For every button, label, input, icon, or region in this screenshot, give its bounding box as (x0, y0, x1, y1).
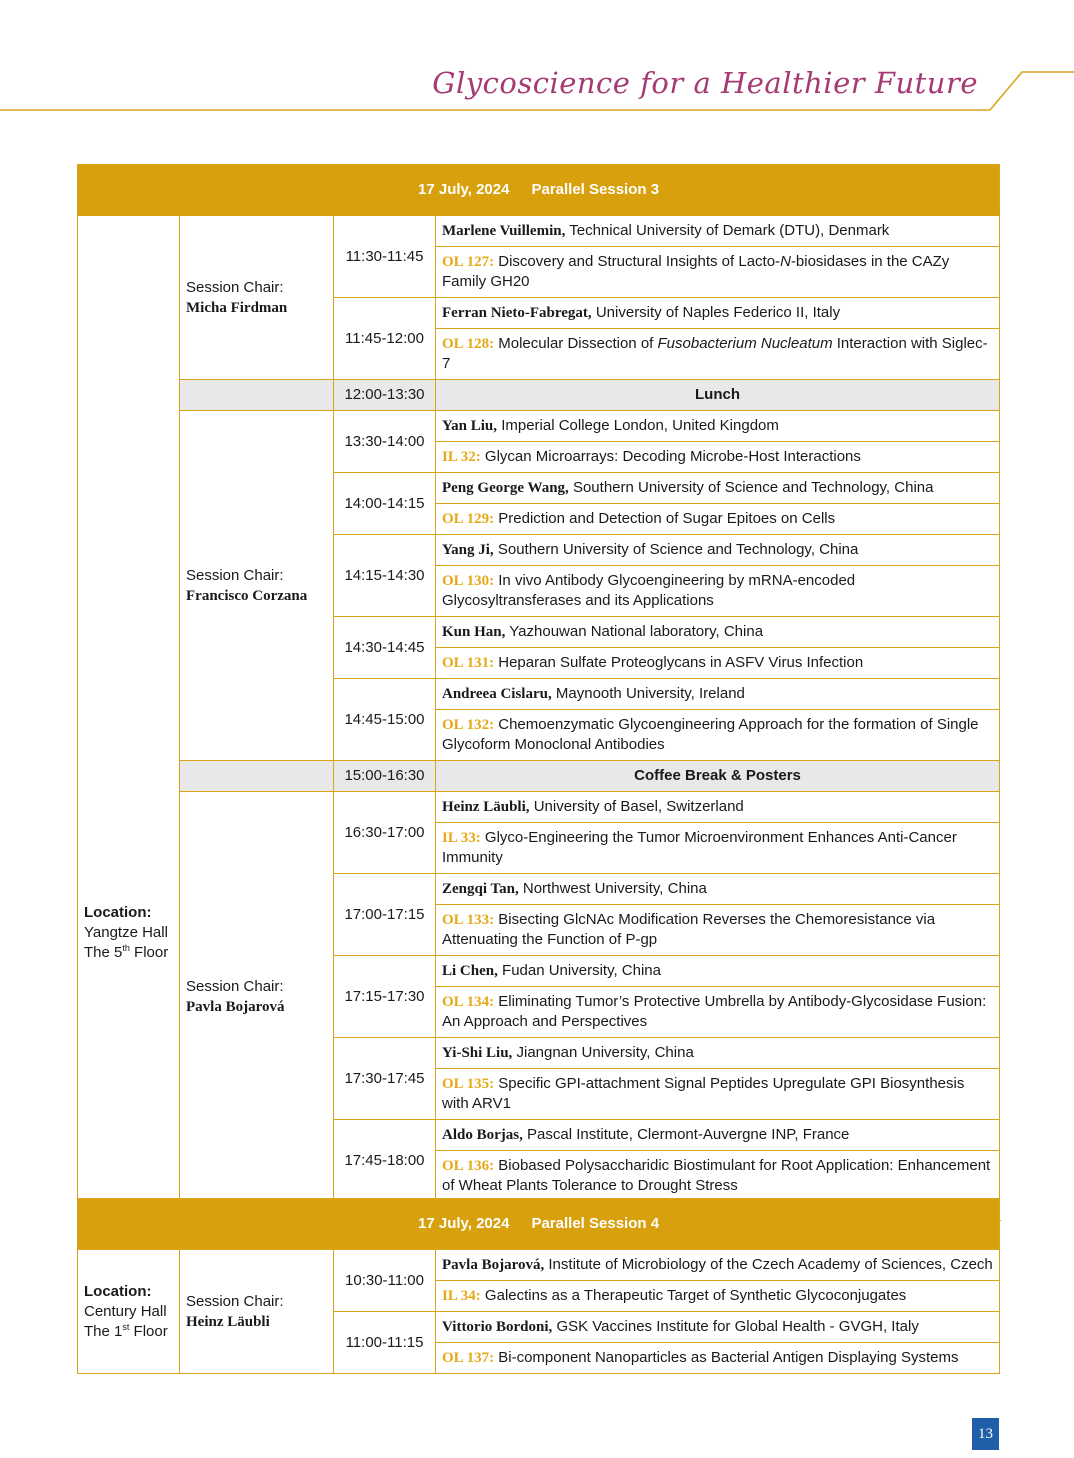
chair-label: Session Chair: (186, 1292, 284, 1310)
speaker-name: Li Chen, (442, 963, 498, 979)
time-slot: 14:15-14:30 (334, 535, 436, 617)
location-cell (78, 1250, 180, 1374)
talk-code: OL 128: (442, 336, 495, 352)
talk-cell: OL 133: Bisecting GlcNAc Modification Reverses the Chemoresistance via Attenuating the Function of P-gp (436, 905, 1000, 956)
speaker-name: Zengqi Tan, (442, 881, 519, 897)
talk-cell: OL 127: Discovery and Structural Insights of Lacto-N-biosidases in the CAZy Family GH20 (436, 247, 1000, 298)
chair-cell (180, 411, 334, 761)
table-row (78, 792, 1000, 823)
speaker-name: Vittorio Bordoni, (442, 1319, 553, 1335)
table-row (78, 216, 1000, 247)
time-slot: 14:45-15:00 (334, 679, 436, 761)
location-floor: The 5th Floor (84, 943, 169, 961)
speaker-cell (436, 298, 1000, 329)
location-label: Location: (84, 904, 152, 921)
speaker-affiliation: Technical University of Demark (DTU), Denmark (565, 222, 890, 239)
speaker-cell (436, 1120, 1000, 1151)
speaker-affiliation: Southern University of Science and Technology, China (568, 479, 934, 496)
session-banner (78, 1199, 1000, 1250)
speaker-affiliation: Southern University of Science and Technology, China (493, 541, 859, 558)
talk-cell: OL 135: Specific GPI-attachment Signal Peptides Upregulate GPI Biosynthesis with ARV1 (436, 1069, 1000, 1120)
speaker-name: Peng George Wang, (442, 480, 569, 496)
talk-code: OL 137: (442, 1350, 495, 1366)
talk-code: OL 134: (442, 994, 495, 1010)
chair-cell (180, 792, 334, 1202)
talk-code: IL 33: (442, 830, 481, 846)
banner-title: Parallel Session 3 (531, 181, 660, 198)
talk-code: OL 127: (442, 254, 495, 270)
time-slot: 11:45-12:00 (334, 298, 436, 380)
speaker-affiliation: GSK Vaccines Institute for Global Health - GVGH, Italy (552, 1318, 919, 1335)
chair-name: Pavla Bojarová (186, 998, 285, 1015)
break-row (78, 380, 1000, 411)
talk-cell: OL 128: Molecular Dissection of Fusobacterium Nucleatum Interaction with Siglec-7 (436, 329, 1000, 380)
chair-label: Session Chair: (186, 566, 284, 584)
location-hall: Yangtze Hall (84, 924, 168, 941)
chair-name: Micha Firdman (186, 299, 288, 316)
speaker-cell (436, 473, 1000, 504)
session-table (77, 1198, 1000, 1374)
time-slot: 11:30-11:45 (334, 216, 436, 298)
speaker-affiliation: Jiangnan University, China (512, 1044, 694, 1061)
session-table (77, 164, 1000, 1221)
break-time: 12:00-13:30 (334, 380, 436, 411)
time-slot: 14:00-14:15 (334, 473, 436, 535)
speaker-affiliation: Institute of Microbiology of the Czech Academy of Sciences, Czech (544, 1256, 993, 1273)
speaker-cell (436, 535, 1000, 566)
chair-cell (180, 216, 334, 380)
talk-code: IL 34: (442, 1288, 481, 1304)
speaker-cell (436, 411, 1000, 442)
speaker-affiliation: Yazhouwan National laboratory, China (505, 623, 764, 640)
speaker-name: Yi-Shi Liu, (442, 1045, 513, 1061)
speaker-name: Aldo Borjas, (442, 1127, 523, 1143)
speaker-name: Kun Han, (442, 624, 506, 640)
time-slot: 14:30-14:45 (334, 617, 436, 679)
speaker-name: Yang Ji, (442, 542, 494, 558)
speaker-name: Andreea Cislaru, (442, 686, 552, 702)
header-rule-decoration (0, 0, 1074, 120)
location-floor: The 1st Floor (84, 1321, 168, 1340)
talk-code: OL 129: (442, 511, 495, 527)
talk-cell: OL 132: Chemoenzymatic Glycoengineering Approach for the formation of Single Glycoform Monoclonal Antibodies (436, 710, 1000, 761)
speaker-affiliation: Imperial College London, United Kingdom (497, 417, 779, 434)
break-label: Coffee Break & Posters (436, 761, 1000, 792)
break-time: 15:00-16:30 (334, 761, 436, 792)
talk-code: OL 136: (442, 1158, 495, 1174)
speaker-affiliation: University of Basel, Switzerland (529, 798, 744, 815)
speaker-name: Pavla Bojarová, (442, 1257, 545, 1273)
talk-cell: IL 32: Glycan Microarrays: Decoding Microbe-Host Interactions (436, 442, 1000, 473)
talk-code: OL 131: (442, 655, 495, 671)
speaker-cell (436, 617, 1000, 648)
location-hall: Century Hall (84, 1302, 167, 1320)
location-label: Location: (84, 1282, 152, 1300)
table-row (78, 1250, 1000, 1281)
talk-cell: OL 134: Eliminating Tumor’s Protective Umbrella by Antibody-Glycosidase Fusion: An Approach and Perspectives (436, 987, 1000, 1038)
talk-code: IL 32: (442, 449, 481, 465)
time-slot: 17:30-17:45 (334, 1038, 436, 1120)
talk-cell: OL 129: Prediction and Detection of Sugar Epitoes on Cells (436, 504, 1000, 535)
banner-title: Parallel Session 4 (531, 1215, 660, 1232)
break-label: Lunch (436, 380, 1000, 411)
time-slot: 17:15-17:30 (334, 956, 436, 1038)
speaker-name: Ferran Nieto-Fabregat, (442, 305, 592, 321)
time-slot: 16:30-17:00 (334, 792, 436, 874)
speaker-cell (436, 1250, 1000, 1281)
talk-cell: OL 131: Heparan Sulfate Proteoglycans in ASFV Virus Infection (436, 648, 1000, 679)
location-cell (78, 216, 180, 1221)
speaker-cell (436, 956, 1000, 987)
chair-name: Heinz Läubli (186, 1313, 270, 1330)
page-number: 13 (972, 1418, 999, 1450)
talk-cell: OL 130: In vivo Antibody Glycoengineering by mRNA-encoded Glycosyltransferases and its Applications (436, 566, 1000, 617)
speaker-affiliation: Northwest University, China (518, 880, 707, 897)
chair-name: Francisco Corzana (186, 587, 308, 604)
talk-code: OL 135: (442, 1076, 495, 1092)
time-slot: 10:30-11:00 (334, 1250, 436, 1312)
chair-label: Session Chair: (186, 278, 284, 296)
speaker-name: Marlene Vuillemin, (442, 223, 566, 239)
banner-date: 17 July, 2024 (418, 181, 510, 198)
speaker-affiliation: Fudan University, China (497, 962, 661, 979)
speaker-cell (436, 1038, 1000, 1069)
speaker-cell (436, 679, 1000, 710)
speaker-name: Heinz Läubli, (442, 799, 530, 815)
talk-cell: OL 137: Bi-component Nanoparticles as Bacterial Antigen Displaying Systems (436, 1343, 1000, 1374)
talk-code: OL 132: (442, 717, 495, 733)
header-title: Glycoscience for a Healthier Future (432, 66, 978, 100)
speaker-cell (436, 792, 1000, 823)
break-row (78, 761, 1000, 792)
talk-cell: IL 34: Galectins as a Therapeutic Target of Synthetic Glycoconjugates (436, 1281, 1000, 1312)
time-slot: 17:45-18:00 (334, 1120, 436, 1202)
speaker-affiliation: University of Naples Federico II, Italy (591, 304, 841, 321)
banner-date: 17 July, 2024 (418, 1215, 510, 1232)
speaker-cell (436, 1312, 1000, 1343)
speaker-affiliation: Maynooth University, Ireland (551, 685, 745, 702)
talk-cell: IL 33: Glyco-Engineering the Tumor Microenvironment Enhances Anti-Cancer Immunity (436, 823, 1000, 874)
session-banner (78, 165, 1000, 216)
speaker-affiliation: Pascal Institute, Clermont-Auvergne INP, France (522, 1126, 850, 1143)
chair-cell (180, 1250, 334, 1374)
chair-label: Session Chair: (186, 977, 284, 995)
speaker-name: Yan Liu, (442, 418, 498, 434)
table-row (78, 411, 1000, 442)
page-header (0, 0, 1074, 120)
time-slot: 17:00-17:15 (334, 874, 436, 956)
time-slot: 13:30-14:00 (334, 411, 436, 473)
talk-code: OL 130: (442, 573, 495, 589)
speaker-cell (436, 216, 1000, 247)
time-slot: 11:00-11:15 (334, 1312, 436, 1374)
talk-cell: OL 136: Biobased Polysaccharidic Biostimulant for Root Application: Enhancement of Wheat Plants Tolerance to Drought Stress (436, 1151, 1000, 1202)
speaker-cell (436, 874, 1000, 905)
talk-code: OL 133: (442, 912, 495, 928)
